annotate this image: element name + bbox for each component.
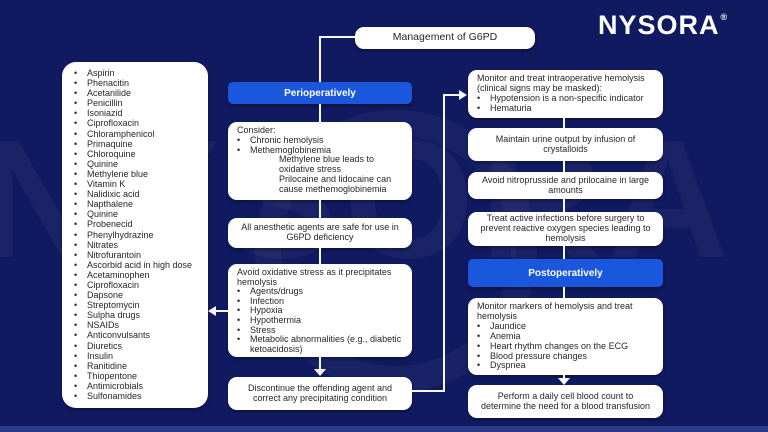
bullet-icon: • [74,179,78,190]
list-item [74,169,204,179]
monitor-intraop-box [468,70,663,118]
list-item-text: Chloroquine [87,148,136,159]
list-item [74,320,204,330]
connector-riser-vertical [443,94,445,392]
daily-count-box [468,385,663,418]
list-item-text: Nalidixic acid [87,189,140,200]
list-item [477,104,654,114]
page-title: Management of G6PD [392,31,498,44]
bullet-icon: • [477,92,481,103]
list-item-text: Insulin [87,350,114,361]
bullet-icon: • [237,134,241,145]
list-item [74,310,204,320]
list-item [74,230,204,240]
list-item-text: NSAIDs [87,320,120,331]
list-item [74,351,204,361]
postoperatively-header [468,259,663,287]
bullet-icon: • [74,350,78,361]
bullet-icon: • [74,340,78,351]
consider-box [228,122,412,200]
connector-maintain-nitroprusside [563,161,565,172]
list-item-text: Jaundice [490,320,527,331]
perioperatively-label: Perioperatively [284,87,356,99]
connector-riser-to-monitor [443,94,460,96]
bullet-icon: • [74,78,78,89]
nysora-logo [598,10,728,41]
avoid-nitroprusside-text: Avoid nitroprusside and prilocaine in large amounts [482,174,649,195]
list-item [74,371,204,381]
list-item [74,98,204,108]
monitor-markers-bullets [477,322,654,372]
bullet-icon: • [74,330,78,341]
avoid-stress-bullets [237,287,403,354]
nysora-logo-text: NYSORA [598,10,720,40]
treat-infections-text: Treat active infections before surgery to prevent reactive oxygen species leading to hemolysis [480,213,651,243]
list-item-text: Sulfonamides [87,391,142,401]
list-item-text: Ciprofloxacin [87,118,140,129]
bullet-icon: • [74,108,78,119]
list-item-text: Anemia [490,330,521,341]
bullet-icon: • [74,320,78,331]
bullet-icon: • [477,350,481,361]
list-item [74,88,204,98]
list-item [74,199,204,209]
list-item-text: Hypoxia [250,305,283,316]
bullet-icon: • [477,102,481,113]
list-item [74,68,204,78]
list-item [74,149,204,159]
bullet-icon: • [237,286,241,297]
bullet-icon: • [74,199,78,210]
bullet-icon: • [74,189,78,200]
bullet-icon: • [237,295,241,306]
list-item-text: Ranitidine [87,360,128,371]
list-item-text: Sulpha drugs [87,310,141,321]
bullet-icon: • [74,229,78,240]
list-item-text: Prilocaine and lidocaine can cause methemoglobinemia [279,173,392,194]
list-item-text: Ascorbid acid in high dose [87,259,193,270]
list-item-text: Aspirin [87,68,115,78]
list-item-text: Vitamin K [87,179,126,190]
list-item-text: Streptomycin [87,300,140,311]
avoid-stress-intro: Avoid oxidative stress as it precipitates hemolysis [237,267,392,287]
list-item-text: Probenecid [87,219,133,230]
connector-safe-avoid [319,248,321,264]
list-item-text: Stress [250,324,276,335]
title-box [355,27,535,49]
list-item [279,175,403,195]
discontinue-box [228,377,412,410]
bullet-icon: • [237,144,241,155]
bullet-icon: • [74,88,78,99]
bullet-icon: • [74,98,78,109]
connector-title-vertical [319,36,321,82]
list-item-text: Napthalene [87,199,134,210]
bullet-icon: • [74,259,78,270]
list-item-text: Acetaminophen [87,269,150,280]
list-item [74,240,204,250]
perioperatively-header [228,82,412,104]
connector-consider-safe [319,200,321,218]
bullet-icon: • [237,305,241,316]
maintain-urine-text: Maintain urine output by infusion of crystalloids [495,133,636,154]
bullet-icon: • [74,290,78,301]
list-item-text: Thiopentone [87,370,138,381]
list-item-text: Phenylhydrazine [87,229,154,240]
arrowhead-right-monitor-icon [459,90,467,100]
avoid-oxidative-stress-box [228,264,412,357]
list-item-text: Acetanilide [87,88,132,99]
monitor-intraop-bullets [477,94,654,114]
consider-sub-lines [237,155,403,194]
list-item [74,260,204,270]
bullet-icon: • [477,340,481,351]
list-item-text: Phenacitin [87,78,130,89]
bullet-icon: • [74,249,78,260]
bullet-icon: • [477,330,481,341]
daily-count-text: Perform a daily cell blood count to determine the need for a blood transfusion [480,390,651,411]
connector-title-horizontal [319,36,355,38]
discontinue-text: Discontinue the offending agent and correct any precipitating condition [248,382,392,403]
list-item-text: Penicillin [87,98,123,109]
list-item-text: Hypotension is a non-specific indicator [490,92,644,103]
list-item [237,335,403,354]
monitor-markers-box [468,298,663,375]
bullet-icon: • [74,68,78,78]
registered-trademark-icon: ® [720,12,729,22]
list-item [74,330,204,340]
maintain-urine-box [468,128,663,161]
list-item-text: Chloramphenicol [87,128,155,139]
connector-avoid-druglist [216,310,228,312]
list-item-text: Quinine [87,158,119,169]
bullet-icon: • [74,219,78,230]
connector-monitor-maintain [563,118,565,128]
list-item-text: Methylene blue [87,168,149,179]
list-item-text: Antimicrobials [87,380,144,391]
list-item [74,381,204,391]
list-item-text: Metabolic abnormalities (e.g., diabetic ketoacidosis) [250,334,402,354]
arrowhead-down-discontinue-icon [314,369,326,376]
connector-postop-markers [563,287,565,298]
list-item [74,159,204,169]
list-item [279,155,403,175]
monitor-markers-intro: Monitor markers of hemolysis and treat hemolysis [477,301,633,321]
list-item-text: Ciprofloxacin [87,279,140,290]
list-item-text: Hematuria [490,102,532,113]
list-item-text: Methylene blue leads to oxidative stress [279,154,375,175]
list-item-text: Primaquine [87,138,133,149]
connector-treat-postop [563,246,565,259]
bottom-strip [0,426,768,432]
postoperatively-label: Postoperatively [528,267,603,279]
list-item [74,300,204,310]
list-item [74,250,204,260]
connector-perio-consider [319,104,321,122]
safe-agents-box [228,218,412,248]
list-item-text: Dapsone [87,290,124,301]
list-item [74,280,204,290]
list-item [74,361,204,371]
list-item [74,129,204,139]
list-item-text: Diuretics [87,340,123,351]
bullet-icon: • [74,148,78,159]
arrowhead-left-druglist-icon [208,306,216,316]
connector-discontinue-riser-horizontal [412,390,445,392]
list-item-text: Nitrofurantoin [87,249,142,260]
bullet-icon: • [74,128,78,139]
list-item [74,179,204,189]
safe-agents-text: All anesthetic agents are safe for use in G6PD deficiency [241,222,399,242]
bullet-icon: • [477,360,481,371]
bullet-icon: • [237,334,241,345]
bullet-icon: • [74,310,78,321]
list-item-text: Nitrates [87,239,119,250]
bullet-icon: • [74,300,78,311]
list-item-text: Hypothermia [250,314,302,325]
bullet-icon: • [74,239,78,250]
list-item [477,361,654,371]
bullet-icon: • [477,320,481,331]
arrowhead-down-dailycount-icon [558,378,570,385]
bullet-icon: • [237,314,241,325]
list-item [74,290,204,300]
bullet-icon: • [74,360,78,371]
bullet-icon: • [74,209,78,220]
bullet-icon: • [237,324,241,335]
connector-nitroprusside-treat [563,199,565,212]
list-item [74,118,204,128]
list-item-text: Agents/drugs [250,286,304,297]
list-item [74,219,204,229]
bullet-icon: • [74,279,78,290]
bullet-icon: • [74,380,78,391]
avoid-nitroprusside-box [468,172,663,199]
bullet-icon: • [74,269,78,280]
list-item [74,270,204,280]
list-item-text: Isoniazid [87,108,123,119]
list-item-text: Quinine [87,209,119,220]
list-item [74,189,204,199]
bullet-icon: • [74,138,78,149]
bullet-icon: • [74,158,78,169]
bullet-icon: • [74,168,78,179]
consider-intro: Consider: [237,125,276,135]
bullet-icon: • [74,118,78,129]
list-item-text: Heart rhythm changes on the ECG [490,340,629,351]
monitor-intraop-intro: Monitor and treat intraoperative hemolysis (clinical signs may be masked): [477,73,645,93]
treat-infections-box [468,212,663,246]
drug-list-panel [62,62,208,408]
list-item-text: Dyspnea [490,360,526,371]
list-item [74,391,204,401]
list-item-text: Infection [250,295,285,306]
bullet-icon: • [74,370,78,381]
list-item-text: Anticonvulsants [87,330,151,341]
list-item [74,78,204,88]
list-item [74,139,204,149]
list-item-text: Methemoglobinemia [250,144,332,155]
list-item [74,209,204,219]
list-item [74,341,204,351]
list-item-text: Blood pressure changes [490,350,588,361]
list-item [74,108,204,118]
consider-bullets [237,136,403,156]
list-item-text: Chronic hemolysis [250,134,324,145]
bullet-icon: • [74,391,78,401]
